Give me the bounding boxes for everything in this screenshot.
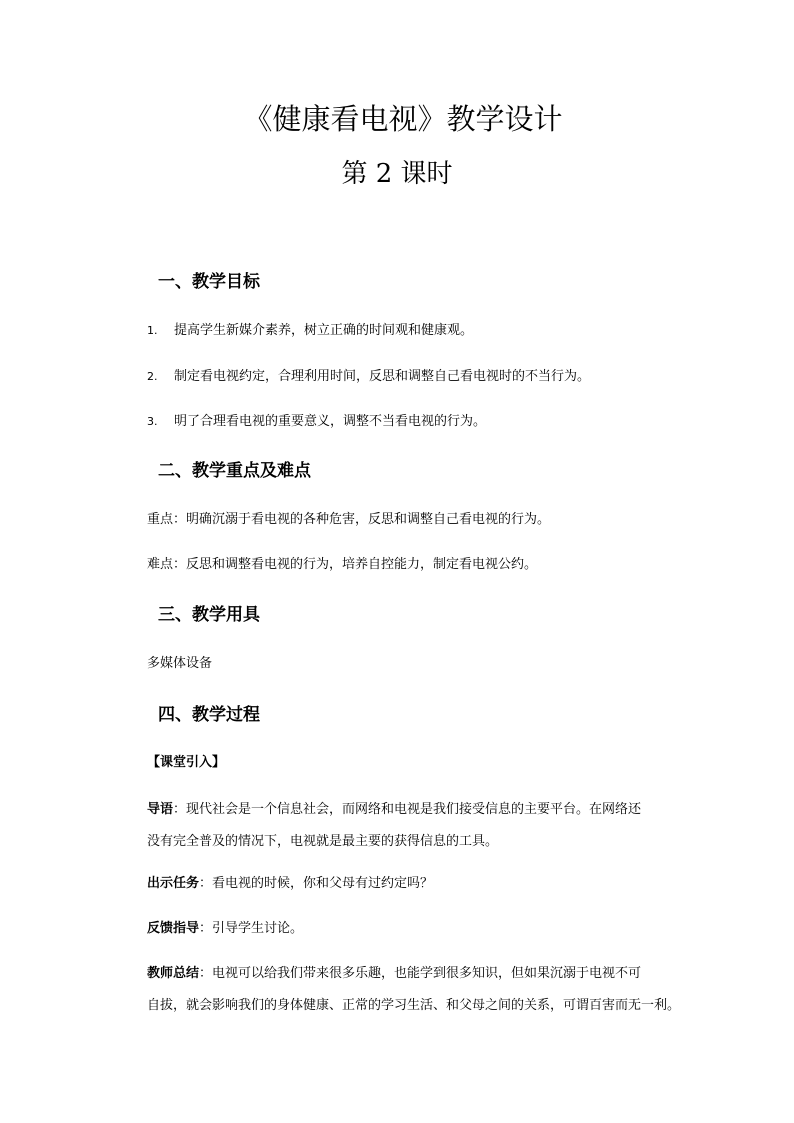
document-title: 《健康看电视》教学设计 [243,102,563,136]
summary-line-2: 自拔，就会影响我们的身体健康、正常的学习生活、和父母之间的关系，可谓百害而无一利。 [147,998,681,1013]
objective-text: 明了合理看电视的重要意义，调整不当看电视的行为。 [174,414,487,429]
objective-item [147,366,590,388]
document-subtitle: 第 2 课时 [341,159,453,189]
task-paragraph [147,868,687,900]
guide-line-1: ：现代社会是一个信息社会，而网络和电视是我们接受信息的主要平台。在网络还 [173,802,642,817]
objective-text: 提高学生新媒介素养，树立正确的时间观和健康观。 [174,323,474,338]
section-heading-process: 四、教学过程 [158,705,260,725]
section-heading-objectives: 一、教学目标 [158,272,260,292]
feedback-text: ：引导学生讨论。 [199,921,304,936]
summary-paragraph [147,958,687,1022]
key-point-text: 重点：明确沉溺于看电视的各种危害，反思和调整自己看电视的行为。 [147,512,551,527]
tools-text: 多媒体设备 [147,656,213,671]
guide-line-2: 没有完全普及的情况下，电视就是最主要的获得信息的工具。 [147,834,499,849]
difficult-point-text: 难点：反思和调整看电视的行为，培养自控能力，制定看电视公约。 [147,557,538,572]
summary-line-1: ：电视可以给我们带来很多乐趣，也能学到很多知识，但如果沉溺于电视不可 [199,966,642,981]
guide-lead: 导语 [147,802,174,817]
section-heading-key-points: 二、教学重点及难点 [158,461,311,481]
subsection-heading: 【课堂引入】 [147,755,226,770]
section-heading-tools: 三、教学用具 [158,605,260,625]
objective-number: 1. [147,324,158,337]
objective-item [147,411,486,433]
guide-paragraph [147,794,687,858]
objective-number: 3. [147,415,158,428]
task-text: ：看电视的时候，你和父母有过约定吗？ [199,876,434,891]
objective-item [147,320,473,342]
summary-lead: 教师总结 [147,966,200,981]
objective-text: 制定看电视约定，合理利用时间，反思和调整自己看电视时的不当行为。 [174,369,591,384]
objective-number: 2. [147,370,158,383]
task-lead: 出示任务 [147,876,200,891]
feedback-paragraph [147,913,687,945]
feedback-lead: 反馈指导 [147,921,200,936]
